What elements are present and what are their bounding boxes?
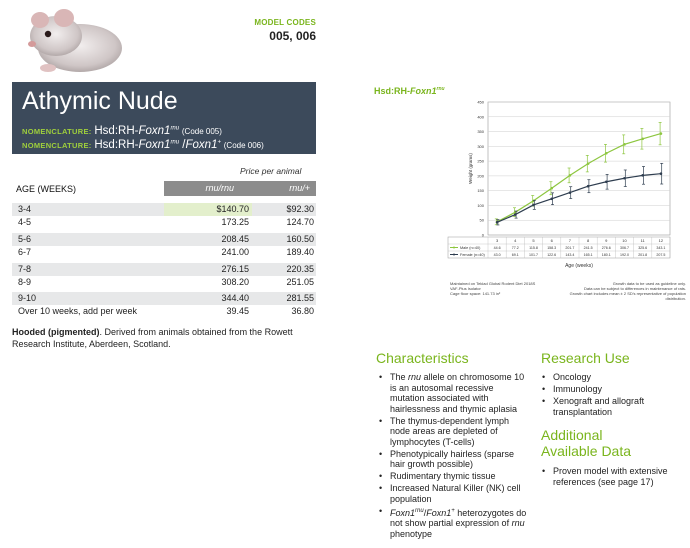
- table-row: [12, 216, 316, 229]
- data-label: 180.1: [601, 253, 611, 257]
- table-row: [12, 203, 316, 216]
- list-item: • The rnu allele on chromosome 10 is an autosomal recessive mutation associated with hairlessness and thymic aplasia: [378, 372, 530, 414]
- x-tick-label: 12: [658, 238, 664, 243]
- data-point: [605, 180, 608, 183]
- data-point: [605, 152, 608, 155]
- data-label: 276.6: [601, 246, 611, 250]
- x-tick-label: 9: [605, 238, 608, 243]
- additional-data-heading: Additional Available Data: [541, 427, 632, 459]
- x-tick-label: 4: [514, 238, 517, 243]
- table-row: [12, 246, 316, 259]
- y-tick-label: 250: [477, 158, 484, 164]
- price-rnu-plus-cell: 251.05: [286, 277, 314, 287]
- research-use-list: [541, 372, 681, 419]
- price-rnu-rnu-cell: 173.25: [221, 217, 249, 227]
- data-point: [550, 197, 553, 200]
- data-point: [641, 174, 644, 177]
- table-row: [12, 305, 316, 318]
- x-tick-label: 6: [550, 238, 553, 243]
- price-rnu-rnu-cell: 241.00: [221, 247, 249, 257]
- x-tick-label: 8: [586, 238, 590, 243]
- y-tick-label: 50: [479, 217, 484, 223]
- data-point: [587, 185, 590, 188]
- y-tick-label: 200: [477, 173, 484, 179]
- age-cell: 5-6: [18, 234, 32, 244]
- y-tick-label: 450: [477, 99, 484, 105]
- model-codes-value: 005, 006: [269, 29, 316, 43]
- x-tick-label: 5: [532, 238, 535, 243]
- col-header-rnu-plus: rnu/+: [240, 181, 316, 196]
- list-item: • Oncology: [541, 372, 681, 383]
- data-point: [532, 204, 535, 207]
- research-use-heading: Research Use: [541, 350, 630, 366]
- price-rnu-plus-cell: $92.30: [286, 204, 314, 214]
- age-cell: 6-7: [18, 247, 32, 257]
- list-item: • Immunology: [541, 384, 681, 395]
- y-axis-label: Weight (grams): [468, 153, 473, 184]
- chart-notes-right: Growth data to be used as guideline only. Data can be subject to differences in maintenance of rats. Growth chart includes mean ± 2 SD's representative of population distribution.: [569, 281, 686, 301]
- data-label: 115.8: [529, 246, 538, 250]
- legend-marker: [453, 247, 455, 249]
- table-row: [12, 263, 316, 276]
- price-rnu-rnu-cell: 344.40: [221, 293, 249, 303]
- nomenclature-line-1: NOMENCLATURE: $Hsd:RH-Foxn1^{rnu}$ (Code 005): [22, 125, 222, 137]
- chart-notes-left: Maintained on Teklad Global Rodent Diet 2018S VAF-Plus Isolator Cage floor space: 141.73 in²: [450, 281, 536, 296]
- x-tick-label: 10: [622, 238, 627, 243]
- price-rnu-rnu-cell: $140.70: [216, 204, 249, 214]
- model-codes-label: MODEL CODES: [254, 18, 316, 27]
- data-point: [550, 187, 553, 190]
- additional-data-list: [541, 466, 681, 489]
- product-title: Athymic Nude: [22, 87, 178, 115]
- table-row: [12, 276, 316, 289]
- data-point: [496, 221, 499, 224]
- age-cell: 7-8: [18, 264, 32, 274]
- price-rnu-plus-cell: 220.35: [286, 264, 314, 274]
- price-rnu-rnu-cell: 308.20: [221, 277, 249, 287]
- data-point: [660, 132, 663, 135]
- data-label: 207.5: [656, 253, 666, 257]
- x-axis-label: Age (weeks): [565, 263, 593, 269]
- characteristics-list: [378, 372, 530, 541]
- age-weeks-header: AGE (WEEKS): [16, 184, 77, 194]
- x-tick-label: 3: [495, 238, 499, 243]
- y-tick-label: 400: [477, 114, 484, 120]
- hooded-description: Hooded (pigmented). Derived from animals obtained from the Rowett Research Institute, Aberdeen, Scotland.: [12, 327, 293, 349]
- data-label: 122.6: [547, 253, 557, 257]
- data-point: [569, 191, 572, 194]
- x-tick-label: 11: [640, 238, 645, 243]
- list-item: • Phenotypically hairless (sparse hair growth possible): [378, 449, 530, 470]
- data-label: 143.4: [565, 253, 575, 257]
- data-label: 306.7: [620, 246, 629, 250]
- list-item: • Rudimentary thymic tissue: [378, 471, 530, 482]
- chart-title: $Hsd:RH-Foxn1^{rnu}$: [374, 86, 445, 96]
- y-tick-label: 350: [477, 129, 484, 135]
- data-label: 241.5: [583, 246, 593, 250]
- legend-label: Female (n=40): [460, 253, 485, 257]
- data-label: 201.7: [565, 246, 575, 250]
- price-rnu-plus-cell: 160.50: [286, 234, 314, 244]
- data-point: [660, 172, 663, 175]
- data-point: [587, 162, 590, 165]
- list-item: • Proven model with extensive references (see page 17): [541, 466, 681, 487]
- data-point: [623, 143, 626, 146]
- price-rnu-plus-cell: 189.40: [286, 247, 314, 257]
- table-row: [12, 292, 316, 305]
- price-rnu-rnu-cell: 208.45: [221, 234, 249, 244]
- col-header-rnu-rnu: rnu/rnu: [164, 181, 240, 196]
- growth-chart: [440, 94, 690, 274]
- x-tick-label: 7: [568, 238, 572, 243]
- legend-label: Male (n=40): [460, 246, 481, 250]
- data-label: 44.6: [493, 246, 501, 250]
- data-label: 101.7: [529, 253, 538, 257]
- price-rnu-rnu-cell: 39.45: [226, 306, 249, 316]
- data-label: 201.8: [638, 253, 648, 257]
- y-tick-label: 100: [477, 202, 484, 208]
- data-point: [641, 137, 644, 140]
- price-rnu-plus-cell: 36.80: [291, 306, 314, 316]
- y-tick-label: 150: [477, 188, 484, 194]
- age-cell: 9-10: [18, 293, 37, 303]
- characteristics-heading: Characteristics: [376, 350, 469, 366]
- price-rnu-plus-cell: 281.55: [286, 293, 314, 303]
- list-item: • The thymus-dependent lymph node areas are depleted of lymphocytes (T-cells): [378, 416, 530, 448]
- age-cell: 8-9: [18, 277, 32, 287]
- data-label: 77.2: [511, 246, 519, 250]
- data-label: 165.1: [583, 253, 593, 257]
- data-label: 158.3: [547, 246, 557, 250]
- data-point: [514, 213, 517, 216]
- data-label: 192.0: [620, 253, 629, 257]
- data-label: 69.1: [511, 253, 519, 257]
- age-cell: 4-5: [18, 217, 32, 227]
- y-tick-label: 0: [481, 232, 484, 238]
- list-item: • $Foxn1^{rnu}/Foxn1^+$ heterozygotes do not show partial expression of rnu phenotype: [378, 506, 530, 540]
- age-cell: Over 10 weeks, add per week: [18, 306, 138, 316]
- data-label: 343.1: [656, 246, 666, 250]
- age-cell: 3-4: [18, 204, 32, 214]
- table-row: [12, 233, 316, 246]
- price-per-animal-label: Price per animal: [240, 166, 302, 176]
- rat-image: [18, 6, 128, 76]
- price-rnu-plus-cell: 124.70: [286, 217, 314, 227]
- price-rnu-rnu-cell: 276.15: [221, 264, 249, 274]
- y-tick-label: 300: [477, 143, 484, 149]
- list-item: • Xenograft and allograft transplantation: [541, 396, 681, 417]
- legend-marker: [453, 254, 455, 256]
- data-label: 43.0: [493, 253, 501, 257]
- data-point: [569, 174, 572, 177]
- nomenclature-line-2: NOMENCLATURE: $Hsd:RH-Foxn1^{rnu}$ /Foxn1+ (Code 006): [22, 139, 264, 151]
- list-item: • Increased Natural Killer (NK) cell population: [378, 483, 530, 504]
- data-label: 325.6: [638, 246, 648, 250]
- data-point: [623, 177, 626, 180]
